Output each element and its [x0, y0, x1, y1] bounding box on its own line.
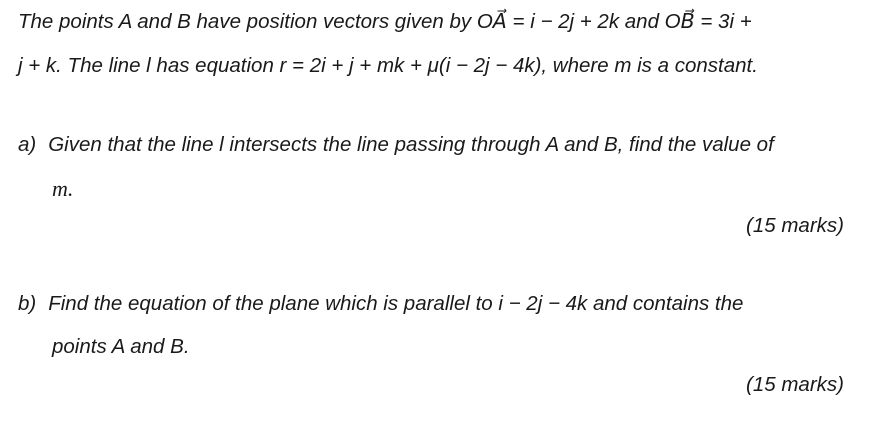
- intro-text-line-2: j + k. The line l has equation r = 2i + j + mk + μ(i − 2j − 4k), where m is a constant.: [18, 54, 758, 77]
- question-a-text: Given that the line l intersects the line passing through A and B, find the value of: [48, 133, 774, 156]
- intro-text-line-1: The points A and B have position vectors given by OA⃗ = i − 2j + 2k and OB⃗ = 3i +: [18, 10, 752, 33]
- question-b-marks: (15 marks): [746, 373, 844, 396]
- question-a-label: a): [18, 133, 37, 156]
- question-b-line-1: [18, 290, 743, 318]
- question-a-line-1: [18, 131, 774, 159]
- question-a-line-2: m.: [52, 176, 74, 201]
- question-b-line-2: points A and B.: [52, 335, 190, 358]
- question-b-text: Find the equation of the plane which is parallel to i − 2j − 4k and contains the: [48, 292, 744, 315]
- question-a-marks: (15 marks): [746, 214, 844, 237]
- question-b-label: b): [18, 292, 37, 315]
